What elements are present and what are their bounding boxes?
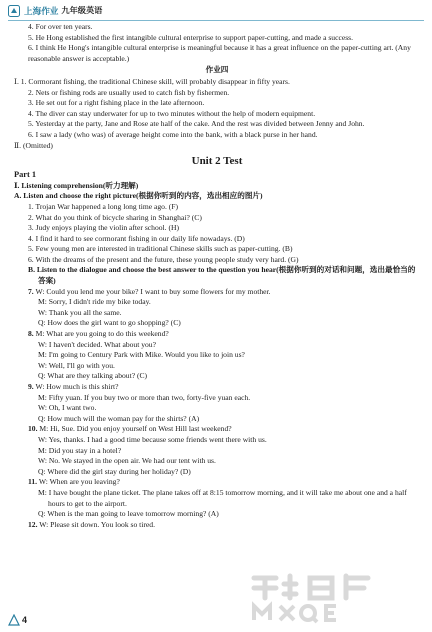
answer-text: Cormorant fishing, the traditional Chinese skill, will probably disappear in fifty years. [28,76,290,86]
header [8,4,424,18]
answer-line: 5. He Hong established the first intangible cultural enterprise to support paper-cutting, and made a success. [28,32,354,42]
dialogue-line: Q: When is the man going to leave tomorrow morning? (A) [38,509,219,519]
subsection-heading: Ⅰ. Listening comprehension(听力理解) [14,180,139,190]
dialogue-line: Q: How does the girl want to go shopping? (C) [38,318,181,328]
dialogue-line: W: Yes, thanks. I had a good time because some friends went there with us. [38,434,267,444]
brand-name: 上海作业 [24,5,59,16]
book-subject: 九年级英语 [61,5,103,15]
dialogue-line [14,520,420,531]
dialogue-line: Q: What are they talking about? (C) [38,371,148,381]
dialogue-line: W: Oh, I want two. [38,403,97,413]
list-item: 5. Few young men are interested in traditional Chinese skills such as paper-cutting. (B) [28,244,293,254]
dialogue-text: M: What are you going to do this weekend? [35,329,169,339]
dialogue-text: W: How much is this shirt? [35,382,119,391]
dialogue-line [14,287,420,298]
answer-line: Ⅱ. (Omitted) [14,140,53,150]
answer-line: 6. I think He Hong's intangible cultural enterprise is meaningful because it has a great influence on the paper-cutting art. (Any reasonable answer is acceptable.) [28,43,411,63]
answer-line: 6. I saw a lady (who was) of average height come into the bank, with a black purse in her hand. [28,129,318,139]
answer-line [14,77,420,88]
answer-line: 5. Yesterday at the party, Jane and Rose ate half of the cake. And the rest was divided between Jenny and John. [28,119,365,129]
dialogue-line: W: No. We stayed in the open air. We had our tent with us. [38,456,216,466]
brand-logo-icon [8,5,20,17]
question-number: 8. [28,329,34,339]
unit-title: Unit 2 Test [191,155,243,168]
dialogue-line [14,329,420,340]
watermark-logo [246,568,422,626]
footer [8,614,27,626]
part-heading: Part 1 [14,170,37,180]
dialogue-text: W: When are you leaving? [38,477,120,487]
dialogue-text: W: Could you lend me your bike? I want to buy some flowers for my mother. [35,286,271,296]
dialogue-line: Q: How much will the woman pay for the shirts? (A) [38,413,200,423]
dialogue-line [14,477,420,488]
subsection-heading: A. Listen and choose the right picture(根据你听到的内容，选出相应的图片) [14,191,263,201]
header-divider [8,20,424,21]
answer-line: 4. The diver can stay underwater for up to two minutes without the help of modern equipment. [28,108,316,118]
list-item: 4. I find it hard to see cormorant fishing in our daily life nowadays. (D) [28,233,245,243]
dialogue-text: W: Please sit down. You look so tired. [39,519,155,529]
dialogue-line: W: I haven't decided. What about you? [38,339,156,349]
question-number: 10. [28,424,38,434]
list-item: 3. Judy enjoys playing the violin after school. (H) [28,223,180,233]
question-number: 12. [28,519,38,529]
list-item: 1. Trojan War happened a long long time ago. (F) [28,201,179,211]
dialogue-line: M: I have bought the plane ticket. The plane takes off at 8:15 tomorrow morning, and it will take me about one and a half hours to get to the airport. [38,487,407,508]
question-number: 7. [28,286,34,296]
dialogue-line [14,424,420,435]
dialogue-line [14,382,420,393]
dialogue-line: W: Well, I'll go with you. [38,360,115,370]
dialogue-line: M: I'm going to Century Park with Mike. Would you like to join us? [38,350,245,360]
answer-line: 2. Nets or fishing rods are usually used to catch fish by fishermen. [28,87,230,97]
dialogue-line: W: Thank you all the same. [38,307,122,317]
list-item: 6. With the dreams of the present and the future, these young people study very hard. (G) [28,254,299,264]
content [14,22,420,530]
dialogue-text: M: Hi, Sue. Did you enjoy yourself on West Hill last weekend? [39,424,232,434]
question-number: 9. [28,382,34,391]
list-item: 2. What do you think of bicycle sharing in Shanghai? (C) [28,212,202,222]
dialogue-line: M: Did you stay in a hotel? [38,445,122,455]
subsection-heading: B. Listen to the dialogue and choose the best answer to the question you hear(根据你听到的对话和问题，选出最恰当的答案) [28,265,416,286]
answer-line: 3. He set out for a right fishing place in the late afternoon. [28,98,205,108]
part-label: Ⅰ. 1. [14,76,27,86]
page-number: 4 [22,614,28,625]
question-number: 11. [28,477,38,487]
page-corner-icon [8,614,20,626]
answer-line: 4. For over ten years. [28,22,93,31]
section-title: 作业四 [205,65,229,75]
dialogue-line: Q: Where did the girl stay during her holiday? (D) [38,466,191,476]
dialogue-line: M: Sorry, I didn't ride my bike today. [38,297,151,307]
dialogue-line: M: Fifty yuan. If you buy two or more than two, forty-five yuan each. [38,392,251,402]
